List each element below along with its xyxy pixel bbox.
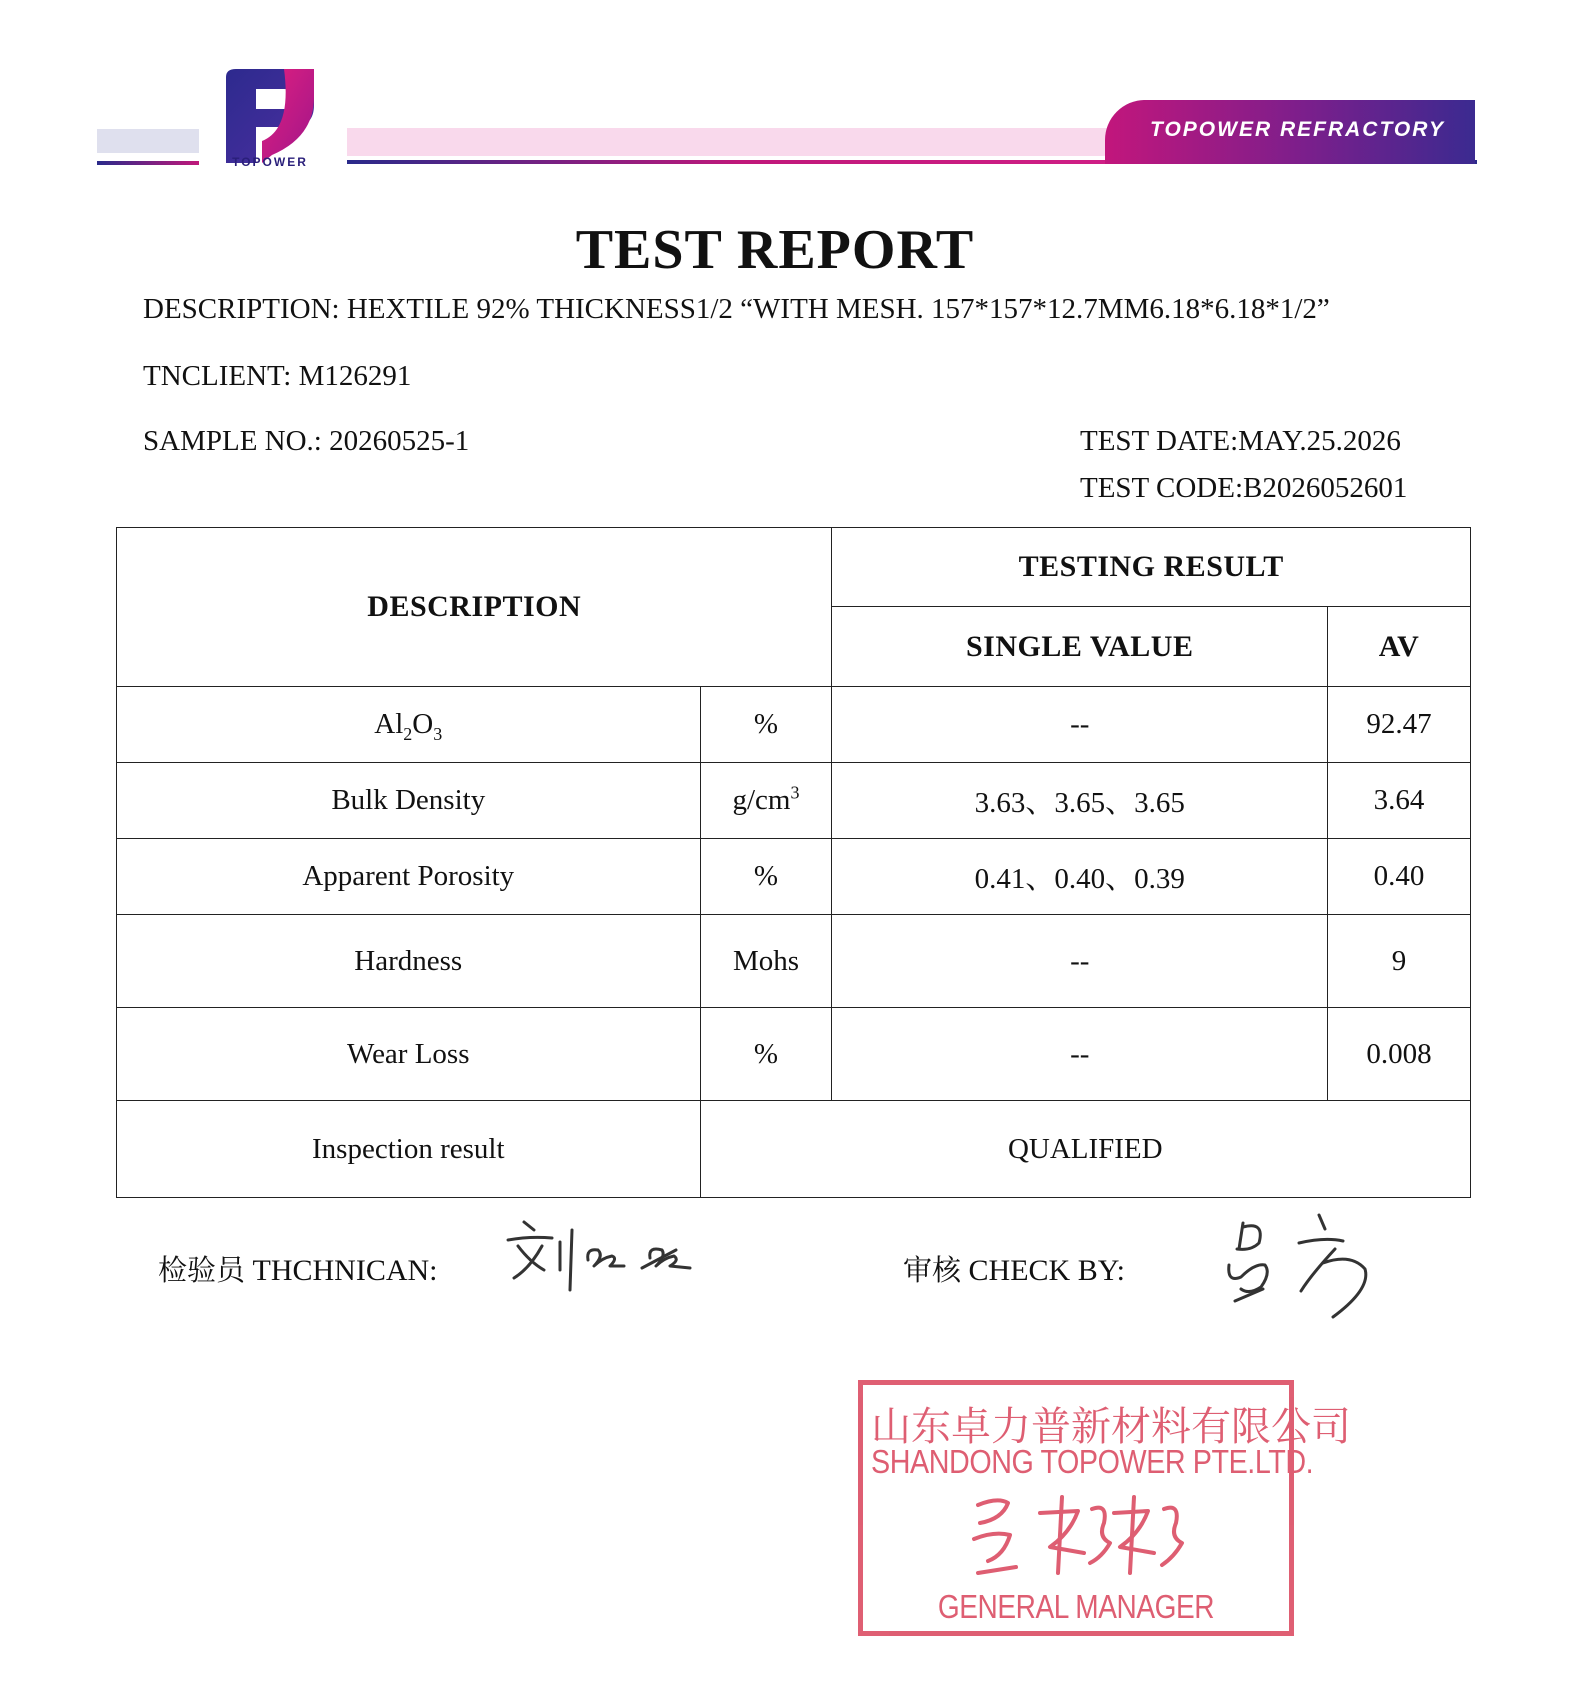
table-row	[117, 915, 1471, 1008]
property-unit: %	[700, 687, 832, 763]
company-stamp	[858, 1380, 1351, 1636]
test-code: TEST CODE:B2026052601	[1080, 472, 1408, 504]
stamp-company-cn: 山东卓力普新材料有限公司	[871, 1404, 1351, 1450]
checker-label: 审核 CHECK BY:	[903, 1253, 1125, 1287]
average-value: 3.64	[1328, 763, 1471, 839]
inspection-row	[117, 1101, 1471, 1198]
test-results-table	[116, 527, 1471, 1198]
property-name: $Al_2O_3$	[117, 687, 701, 763]
single-value: 3.63、3.65、3.65	[832, 763, 1328, 839]
property-unit: $g/cm^3$	[700, 763, 832, 839]
checker-signature	[1215, 1205, 1395, 1330]
sample-number: SAMPLE NO.: 20260525-1	[143, 425, 470, 457]
property-name: Hardness	[117, 915, 701, 1008]
property-unit: %	[700, 839, 832, 915]
property-name: Wear Loss	[117, 1008, 701, 1101]
product-description: DESCRIPTION: HEXTILE 92% THICKNESS1/2 “WITH MESH. 157*157*12.7MM6.18*6.18*1/2”	[143, 293, 1330, 325]
stamp-company-en: SHANDONG TOPOWER PTE.LTD.	[871, 1443, 1314, 1480]
technician-label: 检验员 THCHNICAN:	[158, 1253, 438, 1287]
header-testing-result: TESTING RESULT	[832, 528, 1471, 607]
single-value: --	[832, 687, 1328, 763]
brand-name: TOPOWER REFRACTORY	[1150, 118, 1446, 141]
header-left-line	[97, 161, 199, 165]
table-row	[117, 687, 1471, 763]
manager-signature	[958, 1483, 1208, 1583]
property-name: Apparent Porosity	[117, 839, 701, 915]
property-name: Bulk Density	[117, 763, 701, 839]
property-unit: Mohs	[700, 915, 832, 1008]
header-pink-bar	[347, 128, 1117, 156]
stamp-title: GENERAL MANAGER	[937, 1588, 1215, 1625]
property-unit: %	[700, 1008, 832, 1101]
header-description: DESCRIPTION	[117, 528, 832, 687]
single-value: --	[832, 915, 1328, 1008]
average-value: 92.47	[1328, 687, 1471, 763]
header-av: AV	[1328, 607, 1471, 687]
average-value: 0.008	[1328, 1008, 1471, 1101]
inspection-label: Inspection result	[117, 1101, 701, 1198]
logo-text: TOPOWER	[232, 155, 308, 169]
header-left-bar	[97, 129, 199, 153]
report-title: TEST REPORT	[575, 219, 975, 281]
single-value: 0.41、0.40、0.39	[832, 839, 1328, 915]
table-row	[117, 1008, 1471, 1101]
table-row	[117, 839, 1471, 915]
inspection-value: QUALIFIED	[700, 1101, 1470, 1198]
header-single-value: SINGLE VALUE	[832, 607, 1328, 687]
test-date: TEST DATE:MAY.25.2026	[1080, 425, 1401, 457]
table-row	[117, 763, 1471, 839]
average-value: 0.40	[1328, 839, 1471, 915]
single-value: --	[832, 1008, 1328, 1101]
client-number: TNCLIENT: M126291	[143, 360, 412, 392]
technician-signature	[500, 1212, 715, 1297]
average-value: 9	[1328, 915, 1471, 1008]
